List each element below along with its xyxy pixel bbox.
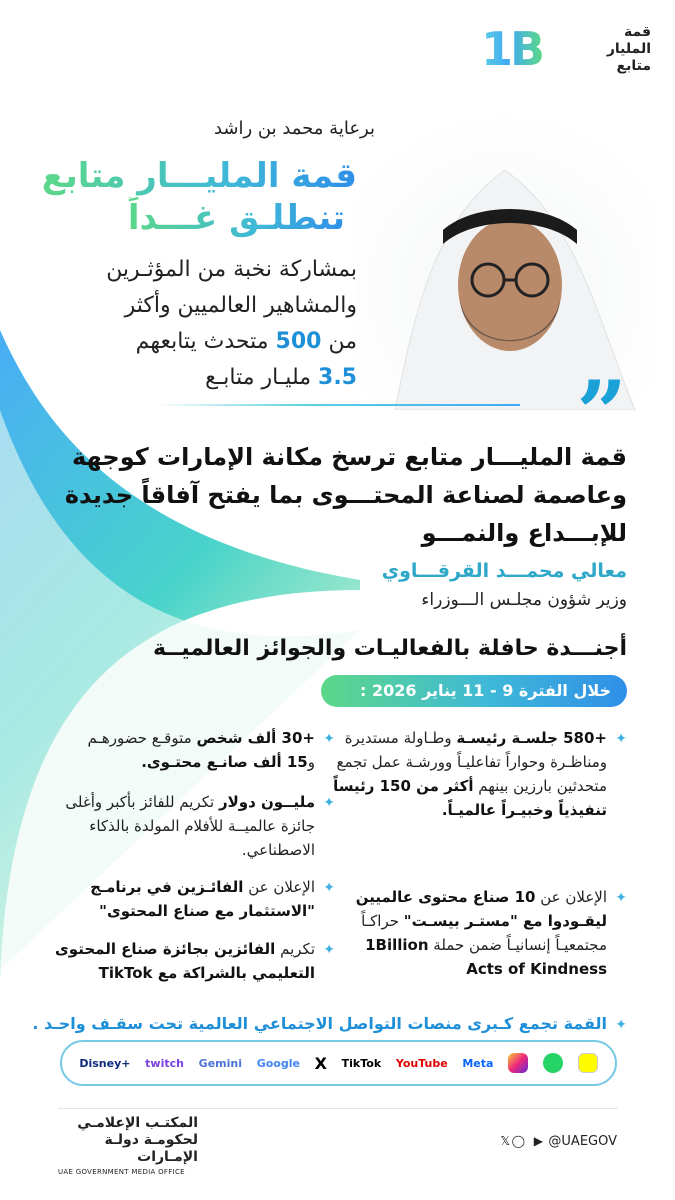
google-logo: Google [256, 1056, 300, 1070]
tiktok-logo: TikTok [341, 1056, 382, 1070]
summit-logo [481, 20, 651, 78]
sparkle-icon: ✦ [323, 942, 335, 958]
agenda-item-creators: الإعلان عن 10 صناع محتوى عالميين ليقـودوا مع "مستـر بيسـت" حراكـاً مجتمعيـاً إنسانيـاً ضمن حملة 1Billion Acts of Kindness [355, 888, 607, 978]
logo-text: قمة المليار متابع [606, 24, 651, 74]
x-logo: X [314, 1053, 327, 1073]
followers-count: 3.5 [318, 365, 357, 390]
sparkle-icon: ✦ [323, 731, 335, 747]
sparkle-icon: ✦ [615, 731, 627, 747]
logo-mark: 1B [481, 22, 543, 76]
speakers-count: 500 [275, 329, 322, 354]
date-badge: خلال الفترة 9 - 11 يناير 2026 : [321, 675, 627, 707]
headline-line1: قمة المليـــار متابع [41, 156, 357, 196]
media-office-logo: المكتـب الإعلامـي لحكومـة دولـة الإمـارات UAE GOVERNMENT MEDIA OFFICE [58, 1115, 198, 1176]
twitch-logo: twitch [145, 1056, 184, 1070]
agenda-item-education: تكريم الفائزين بجائزة صناع المحتوى التعليمي بالشراكة مع TikTok [55, 940, 315, 982]
agenda-title: أجنـــدة حافلة بالفعاليـات والجوائز العالميــة [153, 636, 627, 661]
agenda-item-attendees: +30 ألف شخص متوقـع حضورهـم و15 ألف صانـع محتـوى. [87, 729, 315, 771]
agenda-item-investment: الإعلان عن الفائـزين في برنامـج "الاستثمار مع صناع المحتوى" [90, 878, 315, 920]
quote-text: قمة المليـــار متابع ترسخ مكانة الإمارات كوجهة وعاصمة لصناعة المحتـــوى بما يفتح آفاقاً جديدة للإبـــداع والنمـــو [64, 443, 627, 547]
closing-line: القمة تجمع كـبرى منصات التواصل الاجتماعي العالمية تحت سقـف واحـد . [32, 1014, 607, 1033]
quote-icon: ” [576, 361, 627, 465]
intro-paragraph: بمشاركة نخبة من المؤثـرين والمشاهير العالميين وأكثر من 500 متحدث يتابعهم 3.5 مليـار متابـع [106, 257, 357, 390]
meta-logo: Meta [462, 1056, 494, 1070]
instagram-icon: ◯ [511, 1134, 525, 1148]
footer-divider [58, 1108, 618, 1109]
snapchat-icon [578, 1053, 598, 1073]
instagram-icon [508, 1053, 528, 1073]
sparkle-icon: ✦ [323, 795, 335, 811]
whatsapp-icon [543, 1053, 563, 1073]
sparkle-icon: ✦ [323, 880, 335, 896]
sparkle-icon: ✦ [615, 890, 627, 906]
youtube-icon: ▶ [533, 1134, 543, 1148]
youtube-logo: YouTube [395, 1056, 448, 1070]
headline-line2: تنطلـق غـــداً [127, 198, 345, 238]
speaker-name: معالي محمـــد القرقـــاوي [381, 560, 627, 582]
social-handle: @UAEGOV [548, 1134, 617, 1149]
x-icon: 𝕏 [500, 1134, 510, 1148]
agenda-item-award: مليــون دولار تكريم للفائز بأكبر وأغلى جائزة عالميــة للأفلام المولدة بالذكاء الاصطناعي. [65, 793, 315, 859]
sparkle-icon: ✦ [615, 1017, 627, 1033]
speaker-role: وزير شؤون مجلـس الـــوزراء [421, 590, 627, 610]
divider [155, 404, 520, 406]
disney-plus-logo: Disney+ [79, 1056, 131, 1070]
gemini-logo: Gemini [198, 1056, 242, 1070]
patronage-line: برعاية محمد بن راشد [213, 118, 375, 139]
agenda-item-sessions: +580 جلسـة رئيسـة وطـاولة مستديرة ومناظـرة وحواراً تفاعليـاً وورشـة عمل تجمع متحدثين بارزين بينهم أكثر من 150 رئيساً تنفيذياً وخبيـراً عالميـاً. [333, 729, 607, 819]
platforms-bar [60, 1040, 617, 1086]
